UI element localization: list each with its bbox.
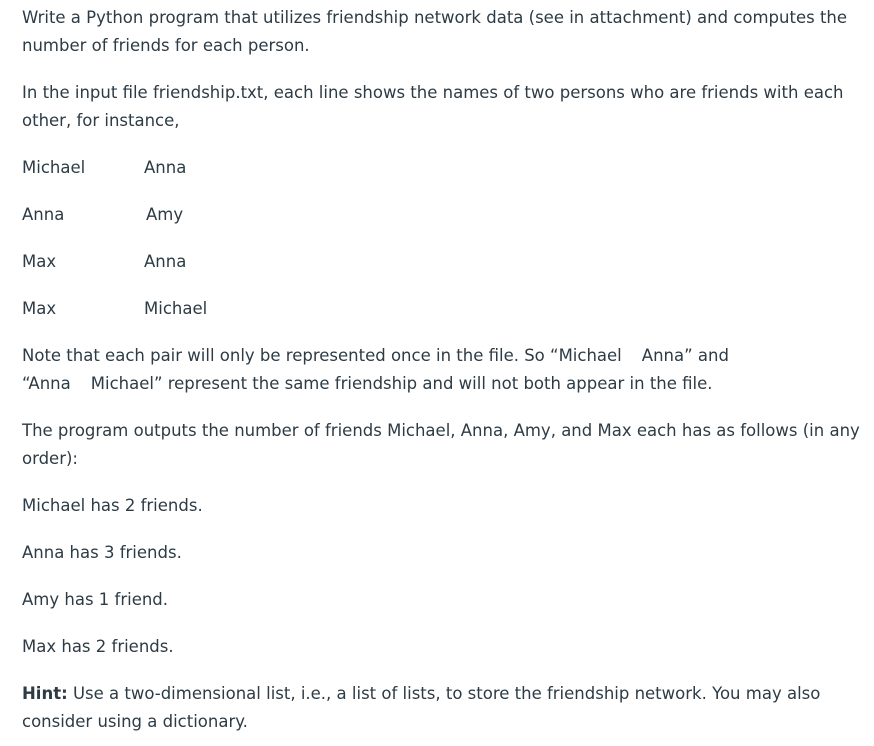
pair-person-b: Anna: [144, 252, 187, 271]
hint-text: Use a two-dimensional list, i.e., a list of lists, to store the friendship network. You may also consider using a dictionary.: [22, 684, 821, 731]
pair-row: [22, 248, 864, 276]
output-line: Amy has 1 friend.: [22, 590, 169, 609]
pair-person-a: Michael: [22, 158, 86, 177]
note-text-3: “Anna: [22, 374, 71, 393]
hint-paragraph: [22, 680, 864, 736]
pair-person-b: Anna: [144, 158, 187, 177]
note-text-1: Note that each pair will only be represented once in the file. So “Michael: [22, 346, 622, 365]
pair-row: [22, 154, 864, 182]
output-line: Max has 2 friends.: [22, 637, 174, 656]
note-text-2: Anna” and: [641, 346, 729, 365]
hint-label: Hint:: [22, 684, 68, 703]
pair-person-a: Max: [22, 299, 57, 318]
note-paragraph: [22, 342, 864, 398]
pair-person-b: Amy: [146, 205, 184, 224]
output-description: The program outputs the number of friends Michael, Anna, Amy, and Max each has as follows (in any order):: [22, 421, 860, 468]
intro-paragraph: Write a Python program that utilizes friendship network data (see in attachment) and computes the number of friends for each person.: [22, 8, 848, 55]
output-line: Michael has 2 friends.: [22, 496, 203, 515]
pair-person-a: Max: [22, 252, 57, 271]
pair-row: [22, 295, 864, 323]
input-description: In the input file friendship.txt, each line shows the names of two persons who are friends with each other, for instance,: [22, 83, 844, 130]
pair-person-b: Michael: [144, 299, 208, 318]
pair-row: [22, 201, 864, 229]
pair-person-a: Anna: [22, 205, 65, 224]
output-line: Anna has 3 friends.: [22, 543, 182, 562]
note-text-4: Michael” represent the same friendship and will not both appear in the file.: [90, 374, 713, 393]
